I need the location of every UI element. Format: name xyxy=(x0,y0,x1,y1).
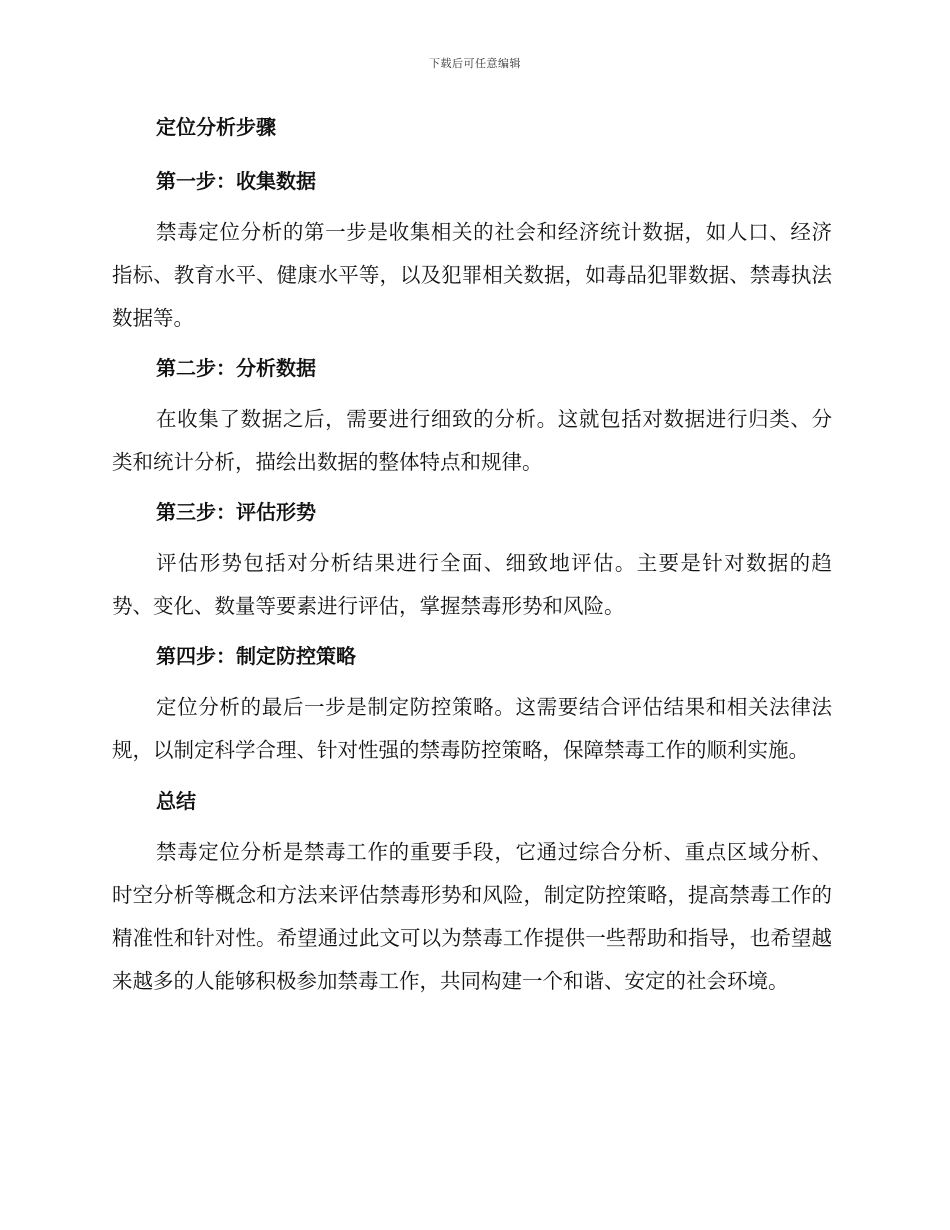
step2-heading: 第二步：分析数据 xyxy=(156,356,316,380)
summary-heading: 总结 xyxy=(156,789,196,813)
document-body xyxy=(112,110,832,1003)
step1-heading: 第一步：收集数据 xyxy=(156,169,316,193)
step3-heading: 第三步：评估形势 xyxy=(156,500,316,524)
step2-paragraph: 在收集了数据之后，需要进行细致的分析。这就包括对数据进行归类、分类和统计分析，描绘出数据的整体特点和规律。 xyxy=(112,407,832,474)
step3-paragraph: 评估形势包括对分析结果进行全面、细致地评估。主要是针对数据的趋势、变化、数量等要素进行评估，掌握禁毒形势和风险。 xyxy=(112,551,832,618)
step1-paragraph: 禁毒定位分析的第一步是收集相关的社会和经济统计数据，如人口、经济指标、教育水平、健康水平等，以及犯罪相关数据，如毒品犯罪数据、禁毒执法数据等。 xyxy=(112,220,832,330)
section-title: 定位分析步骤 xyxy=(156,115,276,139)
summary-paragraph: 禁毒定位分析是禁毒工作的重要手段，它通过综合分析、重点区域分析、时空分析等概念和方法来评估禁毒形势和风险，制定防控策略，提高禁毒工作的精准性和针对性。希望通过此文可以为禁毒工作提供一些帮助和指导，也希望越来越多的人能够积极参加禁毒工作，共同构建一个和谐、安定的社会环境。 xyxy=(112,840,832,993)
step4-heading: 第四步：制定防控策略 xyxy=(156,644,356,668)
page-header: 下载后可任意编辑 xyxy=(429,57,521,70)
step4-paragraph: 定位分析的最后一步是制定防控策略。这需要结合评估结果和相关法律法规，以制定科学合理、针对性强的禁毒防控策略，保障禁毒工作的顺利实施。 xyxy=(112,695,832,762)
